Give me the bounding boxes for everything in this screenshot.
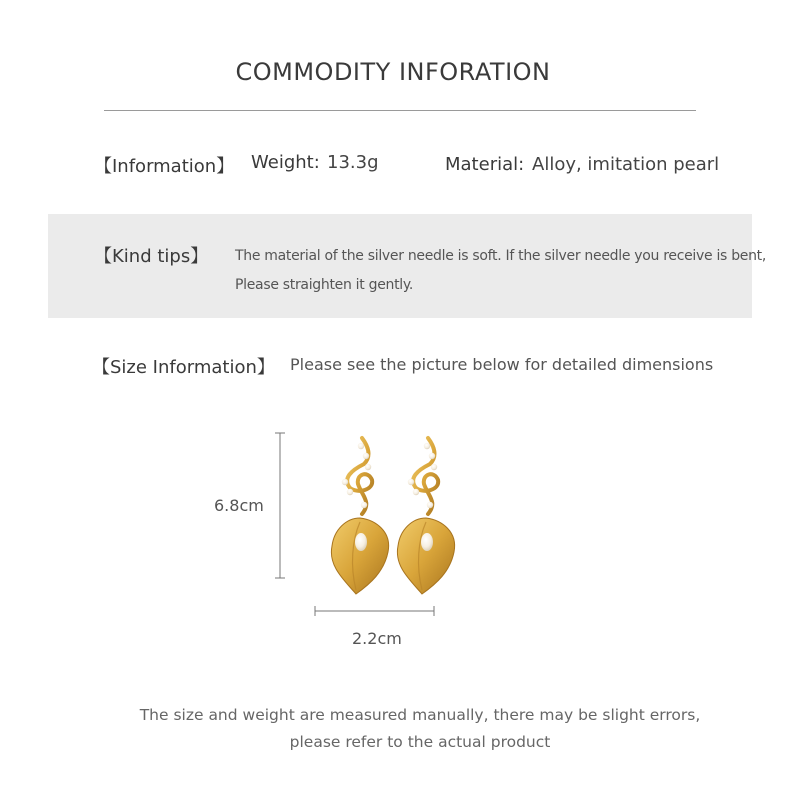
right-earring bbox=[397, 438, 454, 594]
disclaimer-line-2: please refer to the actual product bbox=[289, 733, 551, 751]
measurement-disclaimer bbox=[120, 702, 720, 756]
material-value: Alloy, imitation pearl bbox=[532, 154, 720, 175]
kind-tips-line-2: Please straighten it gently. bbox=[235, 277, 413, 293]
weight-value: 13.3g bbox=[327, 152, 379, 173]
information-label: 【Information】 bbox=[94, 156, 235, 177]
height-dimension-line bbox=[275, 433, 285, 578]
page-title: COMMODITY INFORATION bbox=[235, 58, 551, 86]
weight-label: Weight: bbox=[251, 152, 320, 173]
height-dimension-label: 6.8cm bbox=[214, 496, 264, 515]
kind-tips-label: 【Kind tips】 bbox=[94, 246, 209, 267]
width-dimension-label: 2.2cm bbox=[352, 629, 402, 648]
left-earring bbox=[331, 438, 388, 594]
size-information-label: 【Size Information】 bbox=[92, 357, 275, 378]
material-label: Material: bbox=[445, 154, 525, 175]
width-dimension-line bbox=[315, 606, 434, 616]
size-note: Please see the picture below for detailed dimensions bbox=[290, 355, 714, 374]
disclaimer-line-1: The size and weight are measured manually, there may be slight errors, bbox=[139, 706, 701, 724]
kind-tips-line-1: The material of the silver needle is soft. If the silver needle you receive is bent, bbox=[235, 248, 767, 264]
